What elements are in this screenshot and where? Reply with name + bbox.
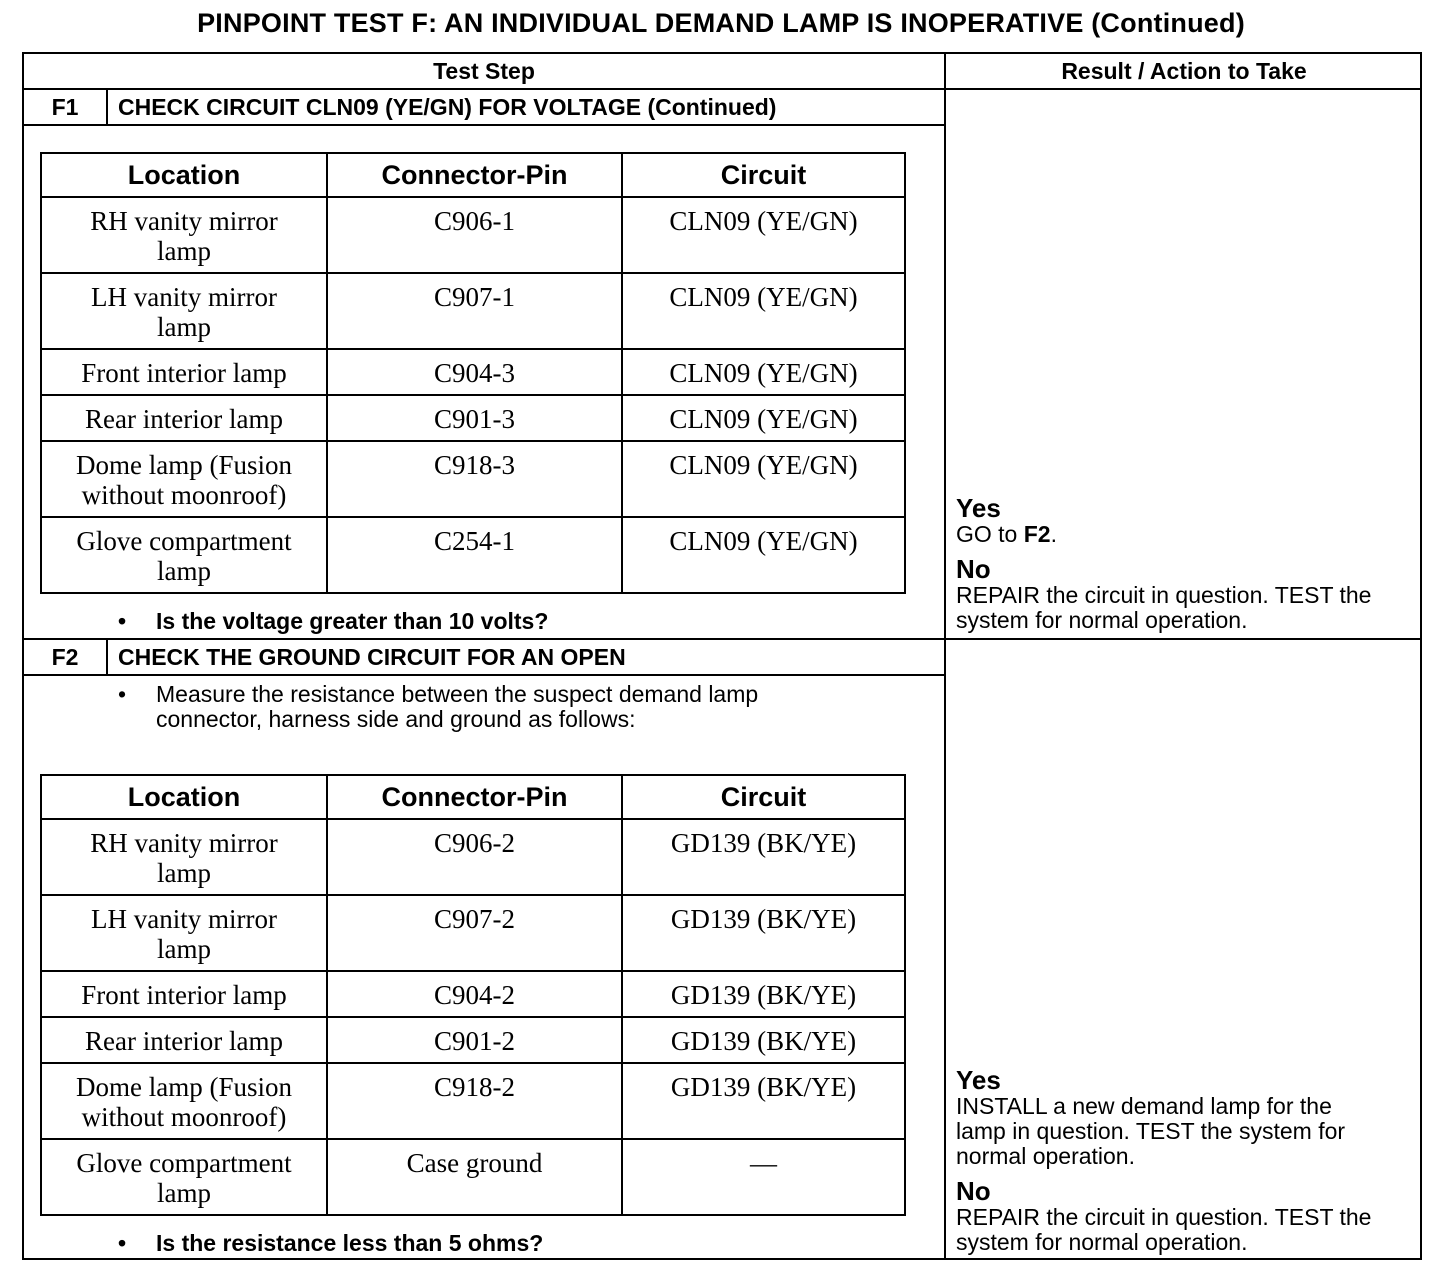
f2-result: [956, 1066, 1426, 1255]
step-id-f1: F1: [51, 94, 79, 120]
cell-location: Front interior lamp: [41, 349, 327, 395]
cell-location: Dome lamp (Fusion without moonroof): [41, 1063, 327, 1139]
bullet-icon: •: [118, 1230, 127, 1256]
cell-circuit: GD139 (BK/YE): [622, 971, 905, 1017]
f2-pin-table: [40, 774, 906, 1216]
cell-location: Dome lamp (Fusion without moonroof): [41, 441, 327, 517]
step-id-divider: [106, 640, 108, 676]
col-header-connector-pin: Connector-Pin: [327, 153, 622, 197]
header-test-step: Test Step: [433, 58, 535, 84]
table-row: [41, 819, 905, 895]
step-title-divider: [24, 674, 944, 676]
col-header-location: Location: [41, 153, 327, 197]
result-yes-text: GO to F2.: [956, 521, 1057, 547]
cell-location: Rear interior lamp: [41, 395, 327, 441]
header-result: Result / Action to Take: [1061, 58, 1307, 84]
cell-circuit: GD139 (BK/YE): [622, 1063, 905, 1139]
col-header-connector-pin: Connector-Pin: [327, 775, 622, 819]
table-row: [41, 441, 905, 517]
cell-pin: Case ground: [327, 1139, 622, 1215]
cell-circuit: CLN09 (YE/GN): [622, 349, 905, 395]
cell-circuit: —: [622, 1139, 905, 1215]
cell-pin: C906-1: [327, 197, 622, 273]
cell-pin: C254-1: [327, 517, 622, 593]
cell-pin: C907-2: [327, 895, 622, 971]
table-row: [41, 517, 905, 593]
result-yes-text: INSTALL a new demand lamp for the lamp in question. TEST the system for normal operation.: [956, 1093, 1346, 1169]
col-header-location: Location: [41, 775, 327, 819]
result-yes-label: Yes: [956, 1065, 1001, 1095]
cell-location: LH vanity mirror lamp: [41, 895, 327, 971]
cell-circuit: CLN09 (YE/GN): [622, 197, 905, 273]
col-header-circuit: Circuit: [622, 775, 905, 819]
cell-pin: C918-2: [327, 1063, 622, 1139]
cell-location: Rear interior lamp: [41, 1017, 327, 1063]
cell-location: Glove compartment lamp: [41, 517, 327, 593]
table-row: [41, 349, 905, 395]
result-no-text: REPAIR the circuit in question. TEST the system for normal operation.: [956, 582, 1372, 633]
bullet-icon: •: [118, 681, 127, 707]
cell-circuit: GD139 (BK/YE): [622, 895, 905, 971]
cell-circuit: CLN09 (YE/GN): [622, 395, 905, 441]
table-header-row: [41, 153, 905, 197]
cell-pin: C901-3: [327, 395, 622, 441]
cell-location: LH vanity mirror lamp: [41, 273, 327, 349]
cell-pin: C918-3: [327, 441, 622, 517]
col-header-circuit: Circuit: [622, 153, 905, 197]
cell-pin: C901-2: [327, 1017, 622, 1063]
table-row: [41, 1017, 905, 1063]
result-yes-label: Yes: [956, 493, 1001, 523]
table-row: [41, 273, 905, 349]
step-title-f2: CHECK THE GROUND CIRCUIT FOR AN OPEN: [118, 644, 626, 670]
step-title-divider: [24, 124, 944, 126]
cell-pin: C904-3: [327, 349, 622, 395]
cell-location: RH vanity mirror lamp: [41, 197, 327, 273]
step-id-divider: [106, 90, 108, 126]
result-no-label: No: [956, 1176, 991, 1206]
f1-pin-table: [40, 152, 906, 594]
page-title: PINPOINT TEST F: AN INDIVIDUAL DEMAND LAMP IS INOPERATIVE (Continued): [197, 8, 1245, 38]
step-title-f1: CHECK CIRCUIT CLN09 (YE/GN) FOR VOLTAGE (Continued): [118, 94, 777, 120]
pinpoint-test-table: Test Step Result / Action to Take F1 CHECK CIRCUIT CLN09 (YE/GN) FOR VOLTAGE (Continued) Location Connector-Pin Circuit RH vanity mirror lamp C906-1 CLN09 (YE/GN) LH vanity mirror lamp C907-1 CLN09 (YE/GN) Front interior lamp C904-3 CLN09 (YE/GN) Rear interior lamp C901-3 CLN09 (YE/GN) Dome lamp (Fusion without moonroof) C918-3 CLN09 (YE/GN) Glove compartment lamp C254-1 CLN09 (YE/GN) • Is the voltage greater than 10 volts? Yes GO to F2. No REPAIR the circuit in question. TEST the system for normal operation. F2 CHECK THE GROUND CIRCUIT FOR AN OPEN • Measure the resistance between the suspect demand lamp connector, harness side and ground as follows: Location Connector-Pin Circuit RH vanity mirror lamp C906-2 GD139 (BK/YE) LH vanity mirror lamp C907-2 GD139 (BK/YE) Front interior lamp C904-2 GD139 (BK/YE) Rear interior lamp C901-2 GD139 (BK/YE) Dome lamp (Fusion without moonroof) C918-2 GD139 (BK/YE) Glove compartment lamp Case ground — • Is the resistance less than 5 ohms? Yes INSTALL a new demand lamp for the lamp in question. TEST the system for normal operation. No REPAIR the circuit in question. TEST the system for normal operation.: [22, 52, 1422, 1260]
table-row: [41, 395, 905, 441]
table-row: [41, 971, 905, 1017]
table-row: [41, 895, 905, 971]
cell-pin: C904-2: [327, 971, 622, 1017]
column-divider: [944, 54, 946, 1258]
cell-pin: C906-2: [327, 819, 622, 895]
result-no-text: REPAIR the circuit in question. TEST the system for normal operation.: [956, 1204, 1372, 1255]
cell-location: Front interior lamp: [41, 971, 327, 1017]
cell-circuit: GD139 (BK/YE): [622, 1017, 905, 1063]
cell-circuit: CLN09 (YE/GN): [622, 273, 905, 349]
table-row: [41, 197, 905, 273]
result-no-label: No: [956, 554, 991, 584]
table-header-row: [41, 775, 905, 819]
cell-location: Glove compartment lamp: [41, 1139, 327, 1215]
step-id-f2: F2: [51, 644, 79, 670]
f1-result: [956, 494, 1426, 633]
bullet-icon: •: [118, 608, 127, 634]
cell-location: RH vanity mirror lamp: [41, 819, 327, 895]
cell-circuit: GD139 (BK/YE): [622, 819, 905, 895]
table-row: [41, 1139, 905, 1215]
cell-circuit: CLN09 (YE/GN): [622, 517, 905, 593]
cell-circuit: CLN09 (YE/GN): [622, 441, 905, 517]
cell-pin: C907-1: [327, 273, 622, 349]
table-row: [41, 1063, 905, 1139]
